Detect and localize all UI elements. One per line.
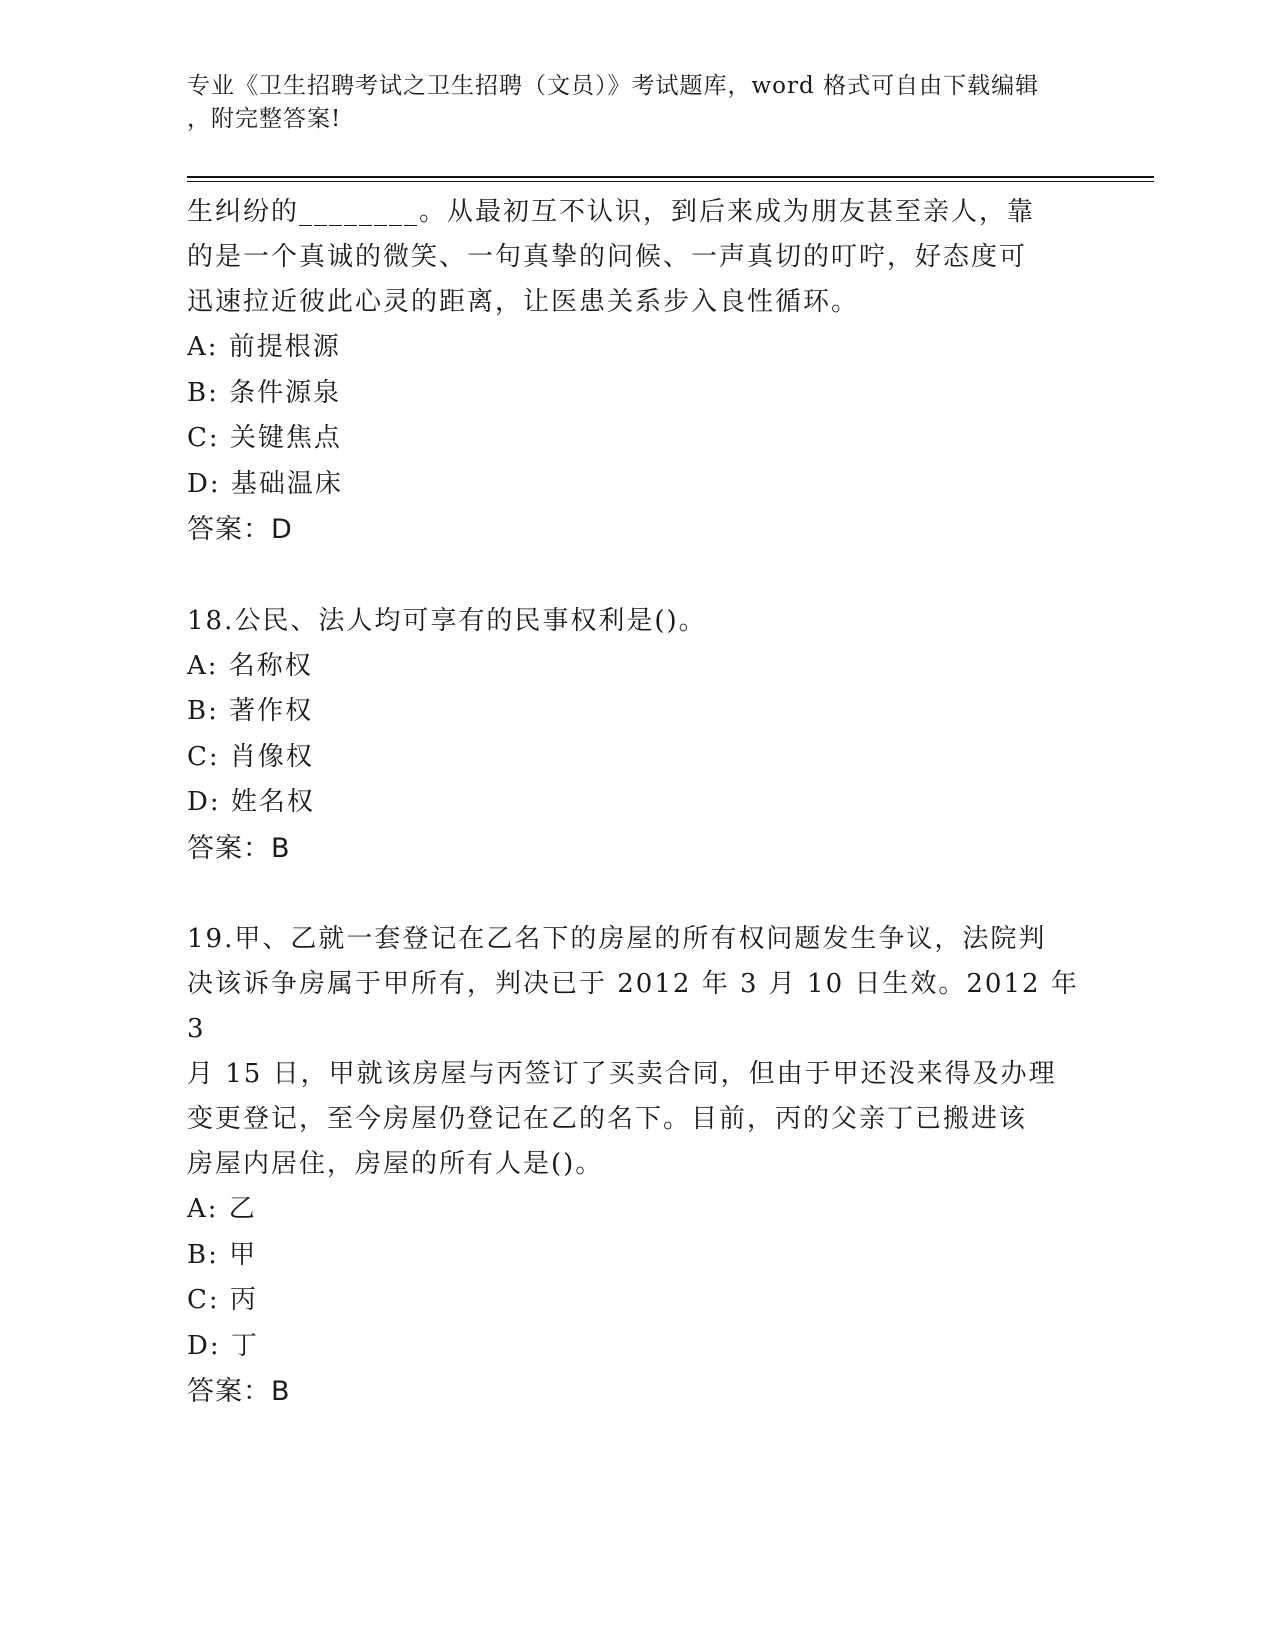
question-text-line: 变更登记，至今房屋仍登记在乙的名下。目前，丙的父亲丁已搬进该 <box>187 1104 1028 1134</box>
option-b: B: 条件源泉 <box>187 377 342 408</box>
option-d: D: 基础温床 <box>187 468 343 499</box>
question-18 <box>187 599 1087 872</box>
option-d: D: 丁 <box>187 1330 259 1361</box>
option-d: D: 姓名权 <box>187 787 315 817</box>
question-text-line: 迅速拉近彼此心灵的距离，让医患关系步入良性循环。 <box>187 287 860 317</box>
option-c: C: 关键焦点 <box>187 423 342 453</box>
question-text-line: 决该诉争房属于甲所有，判决已于 2012 年 3 月 10 日生效。2012 年 3 <box>187 969 1079 1044</box>
question-text-line: 18.公民、法人均可享有的民事权利是()。 <box>187 605 707 636</box>
spacer <box>187 553 1087 599</box>
question-text-line: 19.甲、乙就一套登记在乙名下的房屋的所有权问题发生争议，法院判 <box>187 924 1047 954</box>
option-a: A: 名称权 <box>187 650 313 681</box>
option-a: A: 乙 <box>187 1194 257 1224</box>
question-text-line: 房屋内居住，房屋的所有人是()。 <box>187 1149 604 1179</box>
question-text-line: 月 15 日，甲就该房屋与丙签订了买卖合同，但由于甲还没来得及办理 <box>187 1059 1057 1089</box>
answer-label: 答案：B <box>187 1376 291 1407</box>
header-line-2: ，附完整答案! <box>187 106 342 132</box>
spacer <box>187 871 1087 917</box>
question-19 <box>187 917 1087 1415</box>
answer-label: 答案：B <box>187 832 291 864</box>
answer-label: 答案：D <box>187 514 293 545</box>
question-text-line: 的是一个真诚的微笑、一句真挚的问候、一声真切的叮咛，好态度可 <box>187 242 1028 272</box>
header-line-1: 专业《卫生招聘考试之卫生招聘（文员）》考试题库，word 格式可自由下载编辑 <box>187 73 1040 99</box>
option-c: C: 丙 <box>187 1285 258 1315</box>
header-divider-thick <box>187 176 1154 178</box>
document-header <box>187 70 1067 136</box>
option-b: B: 著作权 <box>187 696 314 726</box>
document-body <box>187 190 1087 1415</box>
question-text-line: 生纠纷的________。从最初互不认识，到后来成为朋友甚至亲人，靠 <box>187 197 1036 227</box>
option-a: A: 前提根源 <box>187 332 341 362</box>
option-b: B: 甲 <box>187 1239 258 1270</box>
header-divider-thin <box>187 181 1154 182</box>
question-17 <box>187 190 1087 553</box>
option-c: C: 肖像权 <box>187 741 314 772</box>
